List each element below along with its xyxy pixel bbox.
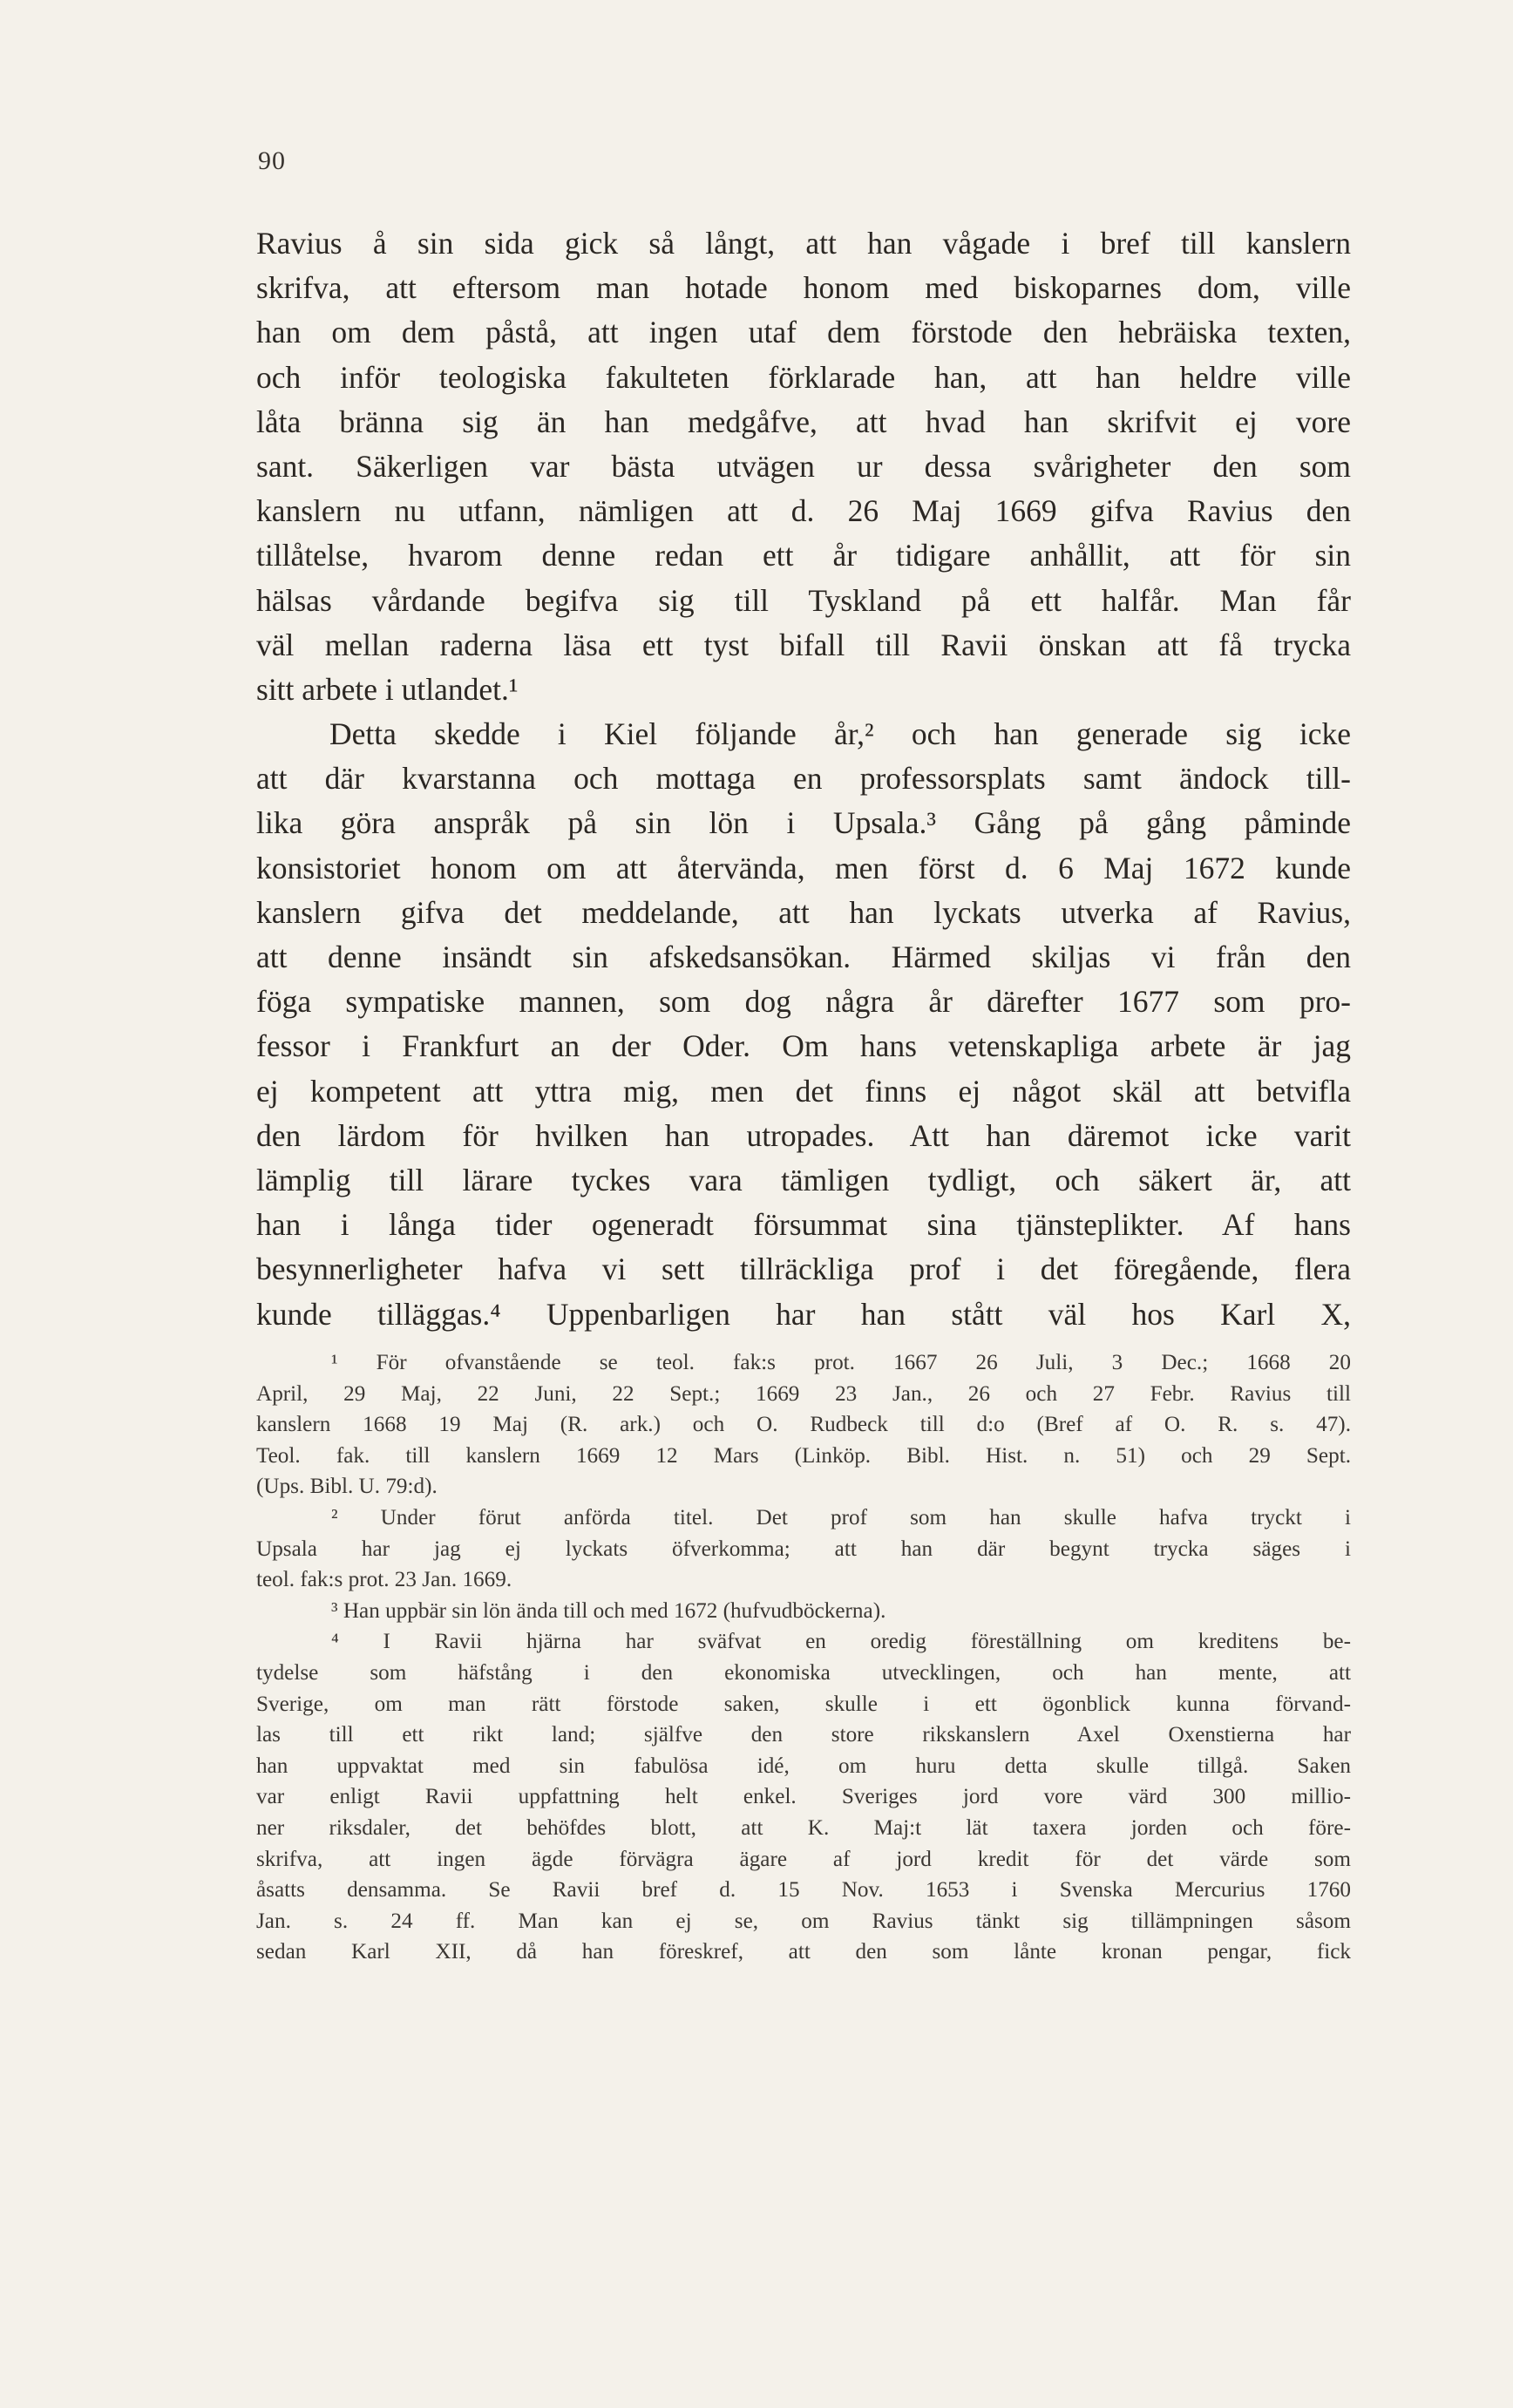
footnote-line: April, 29 Maj, 22 Juni, 22 Sept.; 1669 23 Jan., 26 och 27 Febr. Ravius till [256,1381,1351,1406]
footnote-line: kanslern 1668 19 Maj (R. ark.) och O. Rudbeck till d:o (Bref af O. R. s. 47). [256,1413,1351,1437]
body-line: föga sympatiske mannen, som dog några år därefter 1677 som pro- [256,984,1351,1020]
footnote-line: Jan. s. 24 ff. Man kan ej se, om Ravius tänkt sig tillämpningen såsom [256,1909,1351,1933]
footnote-line: Teol. fak. till kanslern 1669 12 Mars (Linköp. Bibl. Hist. n. 51) och 29 Sept. [256,1443,1351,1468]
body-line: väl mellan raderna läsa ett tyst bifall till Ravii önskan att få trycka [256,627,1351,662]
body-line: kanslern nu utfann, nämligen att d. 26 Maj 1669 gifva Ravius den [256,493,1351,529]
footnote-line: Sverige, om man rätt förstode saken, skulle i ett ögonblick kunna förvand- [256,1692,1351,1716]
footnote-line: ² Under förut anförda titel. Det prof som han skulle hafva tryckt i [331,1505,1351,1530]
footnote-line: ⁴ I Ravii hjärna har sväfvat en oredig föreställning om kreditens be- [331,1630,1351,1654]
body-line: kanslern gifva det meddelande, att han lyckats utverka af Ravius, [256,894,1351,930]
body-line: och inför teologiska fakulteten förklarade han, att han heldre ville [256,359,1351,395]
body-line: han om dem påstå, att ingen utaf dem förstode den hebräiska texten, [256,315,1351,350]
footnote-line: sedan Karl XII, då han föreskref, att den som lånte kronan pengar, fick [256,1940,1351,1964]
body-line: sitt arbete i utlandet.¹ [256,671,519,707]
body-line: kunde tilläggas.⁴ Uppenbarligen har han stått väl hos Karl X, [256,1296,1351,1332]
body-line: låta bränna sig än han medgåfve, att hvad han skrifvit ej vore [256,404,1351,439]
footnote-line: åsatts densamma. Se Ravii bref d. 15 Nov. 1653 i Svenska Mercurius 1760 [256,1878,1351,1903]
body-line: besynnerligheter hafva vi sett tillräckliga prof i det föregående, flera [256,1251,1351,1287]
body-line: den lärdom för hvilken han utropades. Att han däremot icke varit [256,1117,1351,1153]
footnotes [256,1347,1351,1968]
footnote-line: tydelse som häfstång i den ekonomiska utvecklingen, och han mente, att [256,1660,1351,1685]
body-line: Detta skedde i Kiel följande år,² och han generade sig icke [329,716,1351,752]
body-line: fessor i Frankfurt an der Oder. Om hans vetenskapliga arbete är jag [256,1028,1351,1064]
footnote-line: skrifva, att ingen ägde förvägra ägare af jord kredit för det värde som [256,1847,1351,1871]
body-line: att där kvarstanna och mottaga en professorsplats samt ändock till- [256,761,1351,797]
body-line: han i långa tider ogeneradt försummat sina tjänsteplikter. Af hans [256,1207,1351,1243]
body-text [256,221,1351,1337]
footnote-line: ner riksdaler, det behöfdes blott, att K. Maj:t lät taxera jorden och före- [256,1815,1351,1840]
body-line: lämplig till lärare tyckes vara tämligen tydligt, och säkert är, att [256,1162,1351,1197]
footnote-line: teol. fak:s prot. 23 Jan. 1669. [256,1568,512,1592]
body-line: tillåtelse, hvarom denne redan ett år tidigare anhållit, att för sin [256,538,1351,573]
body-line: ej kompetent att yttra mig, men det finns ej något skäl att betvifla [256,1073,1351,1109]
body-line: sant. Säkerligen var bästa utvägen ur dessa svårigheter den som [256,448,1351,484]
body-line: hälsas vårdande begifva sig till Tyskland på ett halfår. Man får [256,582,1351,618]
footnote-line: las till ett rikt land; själfve den store rikskanslern Axel Oxenstierna har [256,1723,1351,1747]
body-line: konsistoriet honom om att återvända, men först d. 6 Maj 1672 kunde [256,850,1351,885]
footnote-line: ¹ För ofvanstående se teol. fak:s prot. 1667 26 Juli, 3 Dec.; 1668 20 [331,1351,1351,1374]
page-number: 90 [258,146,286,175]
footnote-line: var enligt Ravii uppfattning helt enkel. Sveriges jord vore värd 300 millio- [256,1785,1351,1809]
footnote-line: ³ Han uppbär sin lön ända till och med 1672 (hufvudböckerna). [331,1598,886,1623]
body-line: lika göra anspråk på sin lön i Upsala.³ Gång på gång påminde [256,805,1351,841]
footnote-line: Upsala har jag ej lyckats öfverkomma; att han där begynt trycka säges i [256,1536,1351,1561]
footnote-line: (Ups. Bibl. U. 79:d). [256,1475,438,1499]
footnote-line: han uppvaktat med sin fabulösa idé, om huru detta skulle tillgå. Saken [256,1753,1351,1778]
body-line: Ravius å sin sida gick så långt, att han vågade i bref till kanslern [256,226,1351,261]
body-line: att denne insändt sin afskedsansökan. Härmed skiljas vi från den [256,939,1351,974]
body-line: skrifva, att eftersom man hotade honom med biskoparnes dom, ville [256,270,1351,306]
